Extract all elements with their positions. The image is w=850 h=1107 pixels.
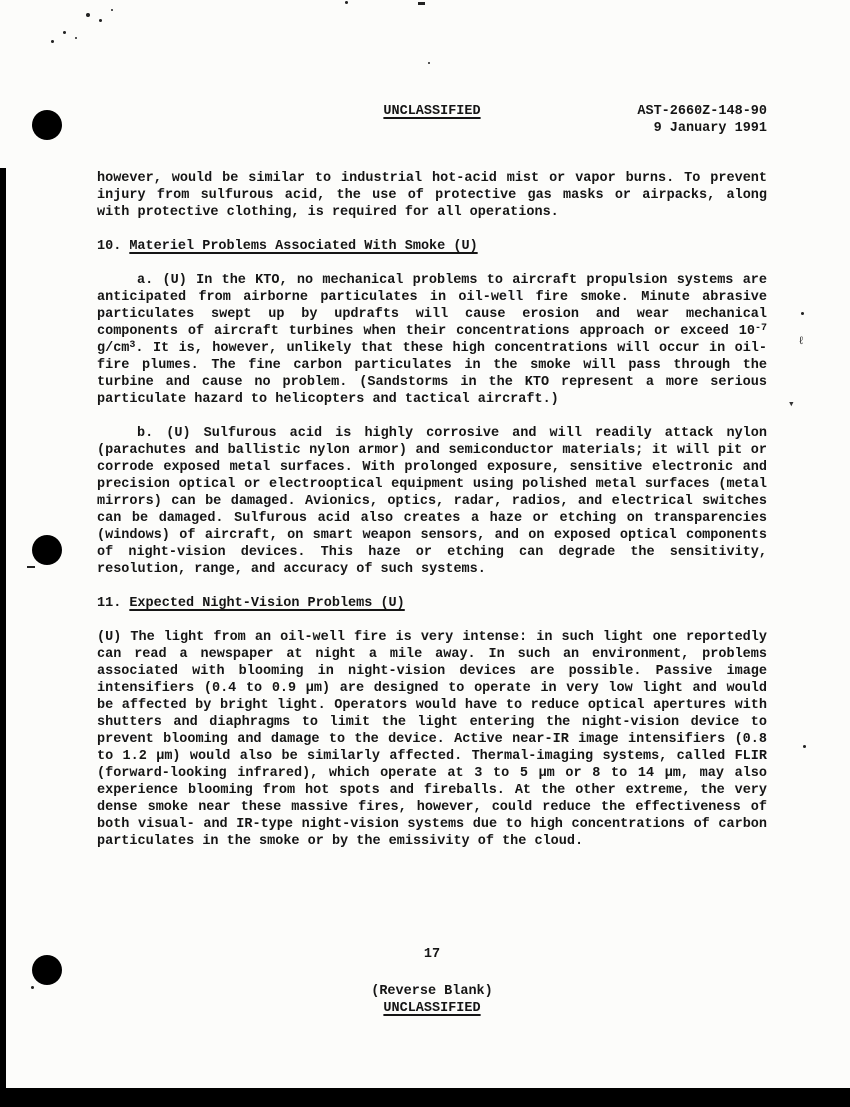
scan-speck (51, 40, 54, 43)
classification-banner-bottom: UNCLASSIFIED (383, 1001, 481, 1016)
scan-speck (801, 312, 804, 315)
reverse-blank-note: (Reverse Blank) (371, 984, 493, 999)
scan-speck (63, 31, 66, 34)
scan-speck (31, 986, 34, 989)
paragraph-10a-text: . It is, however, unlikely that these high concentrations will occur in oil-fire plumes. The fine carbon particulates in the smoke will pass through the turbine and cause no problem. (Sandstorms in the KTO represent a more serious particulate hazard to helicopters and tactical aircraft.) (97, 341, 767, 407)
scan-arrow-mark: ▾ (788, 399, 795, 411)
hole-punch (32, 535, 62, 565)
superscript-exponent: 3 (129, 340, 136, 351)
paragraph-11: (U) The light from an oil-well fire is very intense: in such light one reportedly can read a newspaper at night a mile away. In such an environment, problems associated with blooming in night-vision devices are possible. Passive image intensifiers (0.4 to 0.9 μm) are designed to operate in very low light and would be affected by bright light. Operators would have to reduce optical apertures with shutters and diaphragms to limit the light entering the night-vision device to prevent blooming and damage to the device. Active near-IR image intensifiers (0.8 to 1.2 μm) would also be similarly affected. Thermal-imaging systems, called FLIR (forward-looking infrared), which operate at 3 to 5 μm or 8 to 14 μm, may also experience blooming from hot spots and fireballs. At the other extreme, the very dense smoke near these massive fires, however, could reduce the effectiveness of both visual- and IR-type night-vision systems due to high concentrations of carbon particulates in the smoke or by the emissivity of the cloud. (97, 630, 767, 849)
scan-speck (111, 9, 113, 11)
document-body (97, 170, 767, 867)
classification-banner-top: UNCLASSIFIED (383, 104, 481, 119)
section-11-heading (97, 595, 767, 612)
scan-speck (345, 1, 348, 4)
superscript-exponent: -7 (754, 323, 767, 334)
header-document-info (97, 103, 767, 137)
paragraph-10b: b. (U) Sulfurous acid is highly corrosive and will readily attack nylon (parachutes and ballistic nylon armor) and semiconductor materials; it will pit or corrode exposed metal surfaces. With prolonged exposure, sensitive electronic and precision optical or electrooptical equipment using polished metal surfaces (metal mirrors) can be damaged. Avionics, optics, radar, radios, and electrical switches can be damaged. Sulfurous acid also creates a haze or etching on transparencies (windows) of aircraft, on smart weapon sensors, and on exposed optical components of night-vision devices. This haze or etching can degrade the sensitivity, resolution, range, and accuracy of such systems. (97, 426, 767, 577)
document-date: 9 January 1991 (653, 121, 767, 136)
paragraph-10a (97, 272, 767, 408)
footer-block (97, 983, 767, 1017)
section-10-number: 10. (97, 239, 122, 254)
scan-speck (86, 13, 90, 17)
scan-speck (99, 19, 102, 22)
scan-edge-left (0, 168, 6, 1107)
scan-edge-bottom (0, 1088, 850, 1107)
scan-speck (27, 566, 35, 568)
section-11-number: 11. (97, 596, 122, 611)
hole-punch (32, 955, 62, 985)
paragraph-intro-continuation: however, would be similar to industrial hot-acid mist or vapor burns. To prevent injury from sulfurous acid, the use of protective gas masks or airpacks, along with protective clothing, is required for all operations. (97, 171, 767, 220)
scan-squiggle-mark: ℓ (798, 336, 805, 348)
scan-speck (418, 2, 425, 5)
page-number: 17 (423, 947, 441, 962)
scan-speck (803, 745, 806, 748)
scan-speck (428, 62, 430, 64)
section-10-title: Materiel Problems Associated With Smoke (U) (129, 239, 478, 254)
hole-punch (32, 110, 62, 140)
paragraph-10a-text: g/cm (97, 341, 130, 356)
scan-speck (75, 37, 77, 39)
section-10-heading (97, 238, 767, 255)
paragraph-10a-text: a. (U) In the KTO, no mechanical problems to aircraft propulsion systems are anticipated from airborne particulates in oil-well fire smoke. Minute abrasive particulates swept up by updrafts will cause erosion and wear mechanical components of aircraft turbines when their concentrations approach or exceed 10 (97, 273, 767, 339)
document-number: AST-2660Z-148-90 (637, 104, 767, 119)
section-11-title: Expected Night-Vision Problems (U) (129, 596, 405, 611)
